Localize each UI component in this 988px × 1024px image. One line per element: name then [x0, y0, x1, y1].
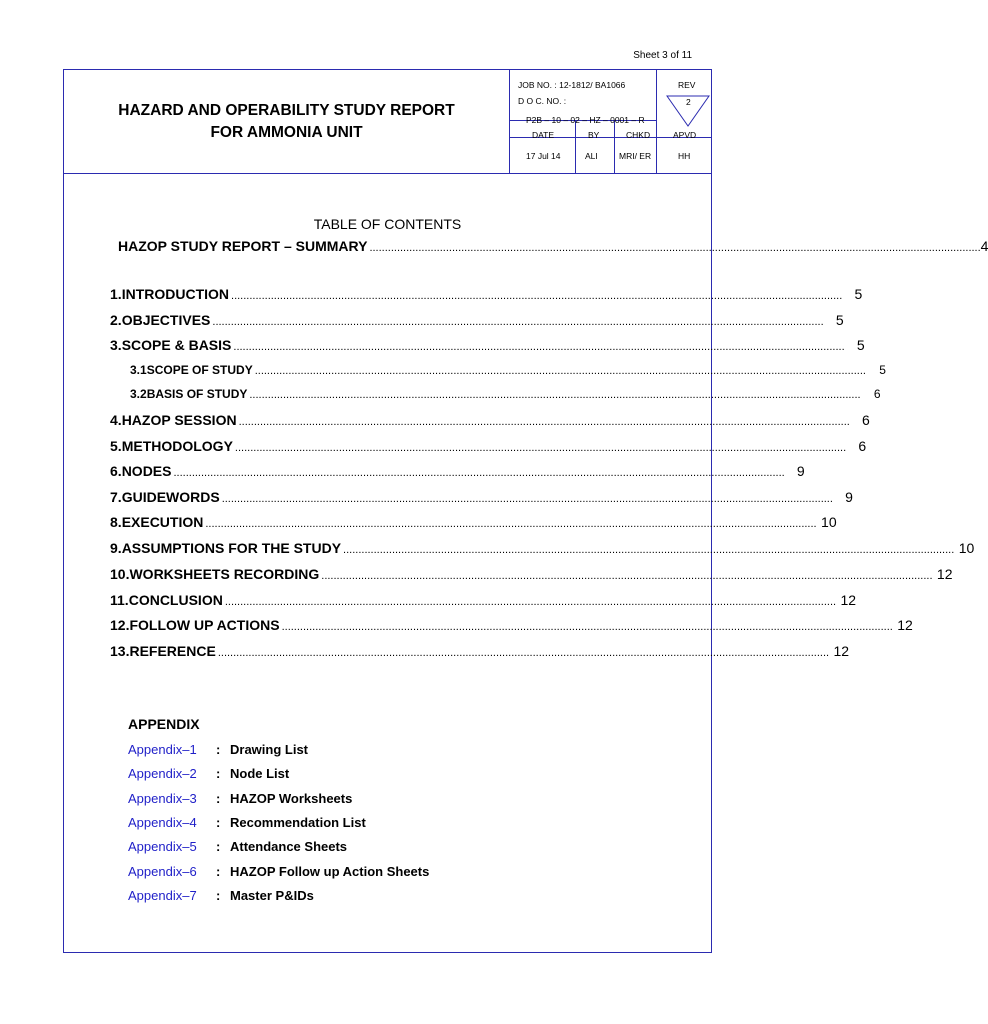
date-label: DATE	[532, 130, 555, 140]
appendix-text: HAZOP Worksheets	[230, 791, 353, 806]
appendix-colon: :	[216, 742, 221, 757]
appendix-label: Appendix–4	[128, 815, 197, 830]
toc-leader-dots: ........................................................................................................................................................................................................	[231, 290, 843, 302]
title-block-header	[64, 70, 711, 174]
document-info-block	[509, 70, 712, 173]
toc-number: 13.	[110, 643, 130, 659]
appendix-colon: :	[216, 864, 221, 879]
approved-value: HH	[678, 151, 691, 161]
appendix-text: Attendance Sheets	[230, 839, 348, 854]
toc-page-number: 10	[958, 540, 975, 556]
toc-number: 3.	[110, 337, 122, 353]
appendix-item	[128, 864, 429, 879]
appendix-text: Drawing List	[230, 742, 309, 757]
toc-leader-dots: ........................................................................................................................................................................................................	[173, 467, 785, 479]
appendix-text: Recommendation List	[230, 815, 366, 830]
toc-title: CONCLUSION	[128, 592, 223, 608]
toc-number: 1.	[110, 286, 122, 302]
toc-page-number: 12	[833, 643, 850, 659]
toc-summary-row	[118, 238, 988, 254]
toc-page-number: 5	[854, 286, 863, 302]
date-value: 17 Jul 14	[526, 151, 561, 161]
toc-leader-dots: ........................................................................................................................................................................................................	[254, 365, 866, 377]
rev-label: REV	[678, 80, 696, 90]
toc-number: 12.	[110, 617, 130, 633]
toc-title: REFERENCE	[129, 643, 216, 659]
by-value: ALI	[585, 151, 598, 161]
toc-leader-dots: ........................................................................................................................................................................................................	[224, 596, 837, 608]
appendix-item	[128, 766, 289, 781]
toc-title: EXECUTION	[121, 514, 204, 530]
toc-summary-page: 4	[980, 238, 988, 254]
appendix-label: Appendix–2	[128, 766, 197, 781]
toc-page-number: 5	[835, 312, 844, 328]
report-title	[64, 70, 509, 173]
toc-row	[130, 387, 881, 401]
toc-title: ASSUMPTIONS FOR THE STUDY	[121, 540, 342, 556]
toc-title: HAZOP SESSION	[121, 412, 237, 428]
toc-leader-dots: ........................................................................................................................................................................................................	[249, 389, 861, 401]
toc-number: 3.2	[130, 387, 147, 401]
toc-leader-dots: ........................................................................................................................................................................................................	[217, 647, 830, 659]
appendix-item	[128, 839, 347, 854]
by-label: BY	[588, 130, 600, 140]
toc-leader-dots: ........................................................................................................................................................................................................	[212, 316, 824, 328]
appendix-label: Appendix–1	[128, 742, 197, 757]
toc-row	[110, 617, 913, 633]
toc-leader-dots: ........................................................................................................................................................................................................	[281, 621, 893, 633]
toc-title: SCOPE & BASIS	[121, 337, 232, 353]
toc-row	[130, 363, 886, 377]
title-line-2: FOR AMMONIA UNIT	[210, 123, 363, 141]
appendix-colon: :	[216, 839, 221, 854]
toc-title: WORKSHEETS RECORDING	[129, 566, 320, 582]
appendix-text: Node List	[230, 766, 290, 781]
toc-leader-dots: ........................................................................................................................................................................................................	[234, 442, 847, 454]
toc-title: FOLLOW UP ACTIONS	[129, 617, 280, 633]
toc-leader-dots: ........................................................................................................................................................................................................	[343, 544, 955, 556]
toc-title: BASIS OF STUDY	[146, 387, 248, 401]
toc-number: 11.	[110, 592, 129, 608]
appendix-colon: :	[216, 815, 221, 830]
sheet-number: Sheet 3 of 11	[633, 50, 692, 61]
toc-title: METHODOLOGY	[121, 438, 233, 454]
checked-value: MRI/ ER	[619, 151, 652, 161]
toc-row	[110, 463, 805, 479]
toc-row	[110, 412, 870, 428]
toc-number: 7.	[110, 489, 122, 505]
toc-number: 6.	[110, 463, 122, 479]
document-frame	[63, 69, 988, 953]
appendix-item	[128, 888, 314, 903]
toc-heading: TABLE OF CONTENTS	[313, 216, 462, 232]
doc-number-label: D O C. NO. :	[518, 96, 567, 106]
toc-leader-dots: ........................................................................................................................................................................................................	[221, 493, 833, 505]
toc-page-number: 5	[879, 363, 886, 377]
toc-number: 4.	[110, 412, 122, 428]
toc-title: NODES	[121, 463, 172, 479]
toc-number: 5.	[110, 438, 122, 454]
info-divider	[614, 120, 615, 173]
appendix-item	[128, 815, 366, 830]
toc-page-number: 10	[821, 514, 837, 530]
toc-title: SCOPE OF STUDY	[146, 363, 253, 377]
toc-leader-dots: ........................................................................................................................................................................................................	[369, 242, 981, 254]
toc-row	[110, 337, 865, 353]
toc-number: 8.	[110, 514, 122, 530]
toc-page-number: 12	[840, 592, 857, 608]
toc-row	[110, 514, 837, 530]
toc-page-number: 6	[862, 412, 870, 428]
toc-summary-title: HAZOP STUDY REPORT – SUMMARY	[118, 238, 368, 254]
toc-row	[110, 286, 863, 302]
toc-leader-dots: ........................................................................................................................................................................................................	[205, 518, 817, 530]
toc-number: 2.	[110, 312, 122, 328]
toc-page-number: 5	[856, 337, 865, 353]
toc-leader-dots: ........................................................................................................................................................................................................	[321, 570, 933, 582]
toc-row	[110, 643, 850, 659]
toc-row	[110, 312, 844, 328]
appendix-colon: :	[216, 888, 221, 903]
toc-row	[110, 566, 953, 582]
rev-value: 2	[686, 97, 691, 107]
doc-number: P2B – 10 – 02 – HZ – 0001 – R	[526, 115, 645, 125]
appendix-label: Appendix–7	[128, 888, 197, 903]
appendix-text: Master P&IDs	[230, 888, 314, 903]
toc-number: 3.1	[130, 363, 147, 377]
toc-row	[110, 592, 857, 608]
toc-page-number: 12	[897, 617, 913, 633]
appendix-colon: :	[216, 791, 221, 806]
toc-title: INTRODUCTION	[121, 286, 230, 302]
appendix-colon: :	[216, 766, 221, 781]
checked-label: CHKD	[626, 130, 651, 140]
approved-label: APVD	[673, 130, 697, 140]
toc-leader-dots: ........................................................................................................................................................................................................	[233, 341, 845, 353]
toc-row	[110, 489, 853, 505]
toc-page-number: 6	[873, 387, 881, 401]
toc-row	[110, 540, 975, 556]
toc-row	[110, 438, 867, 454]
toc-title: OBJECTIVES	[121, 312, 211, 328]
appendix-text: HAZOP Follow up Action Sheets	[230, 864, 430, 879]
toc-title: GUIDEWORDS	[121, 489, 220, 505]
appendix-label: Appendix–6	[128, 864, 197, 879]
appendix-label: Appendix–5	[128, 839, 197, 854]
appendix-item	[128, 742, 308, 757]
info-divider	[575, 120, 576, 173]
toc-number: 9.	[110, 540, 122, 556]
toc-number: 10.	[110, 566, 130, 582]
job-number: JOB NO. : 12-1812/ BA1066	[518, 80, 626, 90]
toc-page-number: 9	[796, 463, 805, 479]
title-line-1: HAZARD AND OPERABILITY STUDY REPORT	[118, 101, 455, 119]
toc-leader-dots: ........................................................................................................................................................................................................	[238, 416, 850, 428]
toc-page-number: 6	[858, 438, 867, 454]
toc-page-number: 9	[845, 489, 853, 505]
appendix-item	[128, 791, 352, 806]
toc-page-number: 12	[936, 566, 953, 582]
appendix-label: Appendix–3	[128, 791, 197, 806]
appendix-title: APPENDIX	[128, 716, 200, 732]
